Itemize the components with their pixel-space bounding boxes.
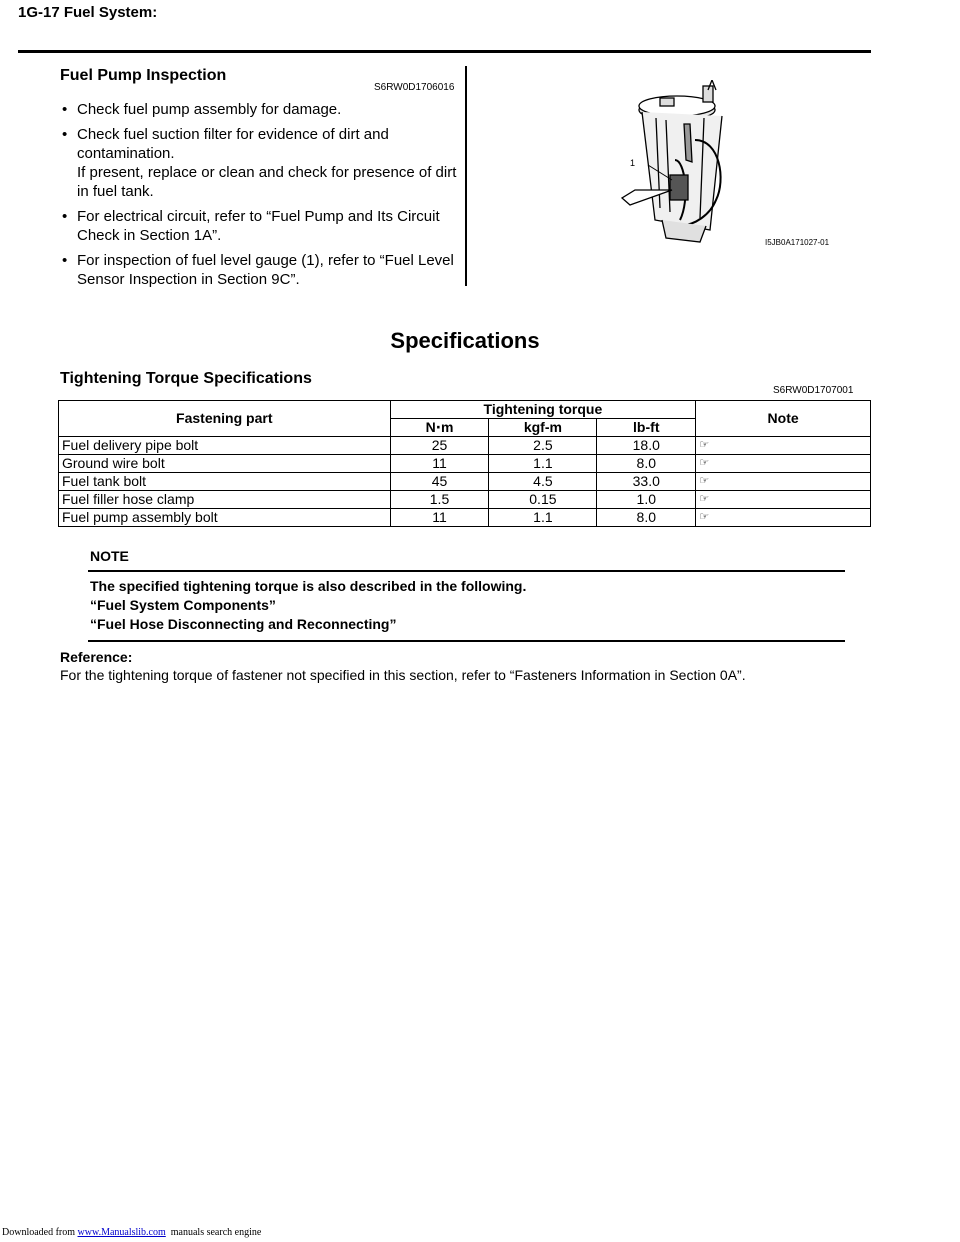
cell-nm: 25 (390, 437, 489, 455)
inspection-section-code: S6RW0D1706016 (374, 82, 455, 93)
header-lbft: lb-ft (597, 419, 696, 437)
fuel-pump-inspection-title: Fuel Pump Inspection (60, 67, 227, 84)
manualslib-link[interactable]: www.Manualslib.com (77, 1227, 166, 1238)
header-note: Note (696, 401, 871, 437)
note-line: “Fuel Hose Disconnecting and Reconnecting” (90, 616, 397, 632)
note-line: The specified tightening torque is also described in the following. (90, 578, 527, 594)
note-bottom-rule (88, 640, 845, 642)
pointing-hand-icon: ☞ (696, 455, 871, 473)
cell-part: Fuel filler hose clamp (59, 491, 391, 509)
page-header-title: 1G-17 Fuel System: (18, 4, 158, 21)
pointing-hand-icon: ☞ (696, 509, 871, 527)
cell-part: Fuel pump assembly bolt (59, 509, 391, 527)
table-row (59, 455, 871, 473)
cell-kgfm: 0.15 (489, 491, 597, 509)
cell-kgfm: 2.5 (489, 437, 597, 455)
table-row (59, 491, 871, 509)
note-heading: NOTE (90, 548, 129, 564)
footer-prefix: Downloaded from (2, 1227, 78, 1238)
bullet-item (60, 100, 460, 119)
specifications-heading: Specifications (390, 328, 540, 353)
cell-part: Fuel tank bolt (59, 473, 391, 491)
cell-nm: 11 (390, 455, 489, 473)
bullet-text: Check fuel suction filter for evidence of dirt and contamination. If present, replace or clean and check for presence of dirt in fuel tank. (77, 126, 457, 200)
bullet-text: For inspection of fuel level gauge (1), refer to “Fuel Level Sensor Inspection in Section 9C”. (77, 252, 454, 288)
column-divider (465, 66, 467, 286)
cell-nm: 11 (390, 509, 489, 527)
cell-lbft: 18.0 (597, 437, 696, 455)
tightening-torque-title: Tightening Torque Specifications (60, 370, 312, 387)
bullet-item (60, 251, 460, 289)
cell-part: Ground wire bolt (59, 455, 391, 473)
pointing-hand-icon: ☞ (696, 491, 871, 509)
cell-nm: 1.5 (390, 491, 489, 509)
cell-kgfm: 1.1 (489, 455, 597, 473)
table-row (59, 509, 871, 527)
header-fastening-part: Fastening part (59, 401, 391, 437)
cell-lbft: 8.0 (597, 509, 696, 527)
footer-suffix: manuals search engine (165, 1227, 262, 1238)
cell-nm: 45 (390, 473, 489, 491)
bullet-item (60, 207, 460, 245)
reference-text: For the tightening torque of fastener not specified in this section, refer to “Fasteners Information in Section 0A”. (60, 667, 746, 683)
cell-kgfm: 1.1 (489, 509, 597, 527)
note-box (88, 548, 845, 642)
bullet-text: Check fuel pump assembly for damage. (77, 101, 342, 118)
cell-kgfm: 4.5 (489, 473, 597, 491)
reference-heading: Reference: (60, 649, 133, 665)
pointing-hand-icon: ☞ (696, 473, 871, 491)
download-footer (2, 1227, 261, 1238)
cell-lbft: 1.0 (597, 491, 696, 509)
figure-code: I5JB0A171027-01 (765, 238, 830, 247)
figure-callout-1: 1 (630, 158, 636, 168)
header-nm: N⋅m (390, 419, 489, 437)
cell-lbft: 8.0 (597, 455, 696, 473)
torque-section-code: S6RW0D1707001 (773, 385, 854, 396)
table-row (59, 473, 871, 491)
fuel-pump-assembly-illustration (600, 80, 760, 245)
table-row (59, 437, 871, 455)
header-tightening-torque: Tightening torque (390, 401, 696, 419)
torque-table (58, 400, 871, 527)
bullet-text: For electrical circuit, refer to “Fuel Pump and Its Circuit Check in Section 1A”. (77, 208, 440, 244)
inspection-bullet-list (60, 100, 460, 295)
cell-part: Fuel delivery pipe bolt (59, 437, 391, 455)
pointing-hand-icon: ☞ (696, 437, 871, 455)
cell-lbft: 33.0 (597, 473, 696, 491)
header-kgfm: kgf-m (489, 419, 597, 437)
note-line: “Fuel System Components” (90, 597, 276, 613)
header-rule (18, 50, 871, 53)
bullet-item (60, 125, 460, 201)
